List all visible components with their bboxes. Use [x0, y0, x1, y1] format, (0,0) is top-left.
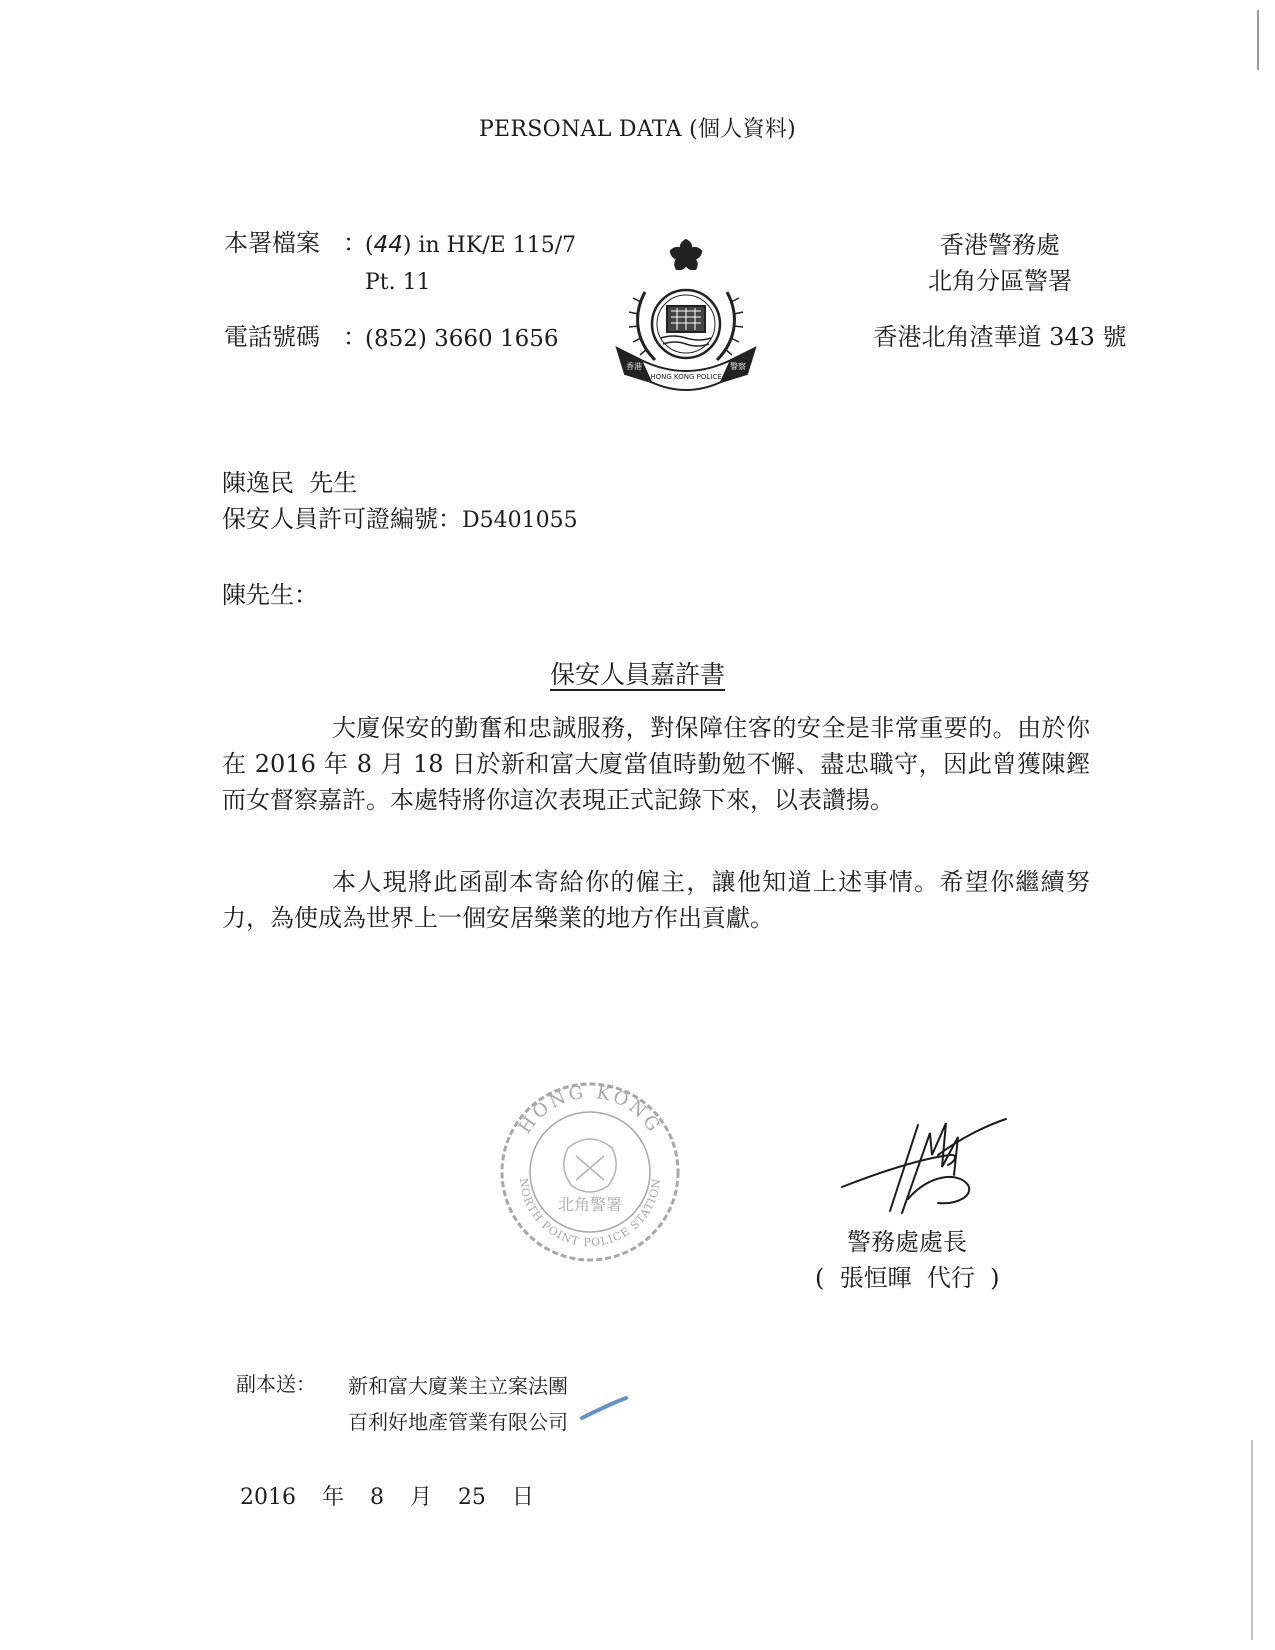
personal-data-header: PERSONAL DATA (個人資料)	[478, 117, 797, 142]
body-paragraph-2: 本人現將此函副本寄給你的僱主，讓他知道上述事情。希望你繼續努力，為使成為世界上一個安居樂業的地方作出貢獻。	[222, 868, 1090, 932]
crest-ribbon-text: HONG KONG POLICE	[650, 373, 722, 381]
office-address: 香港北角渣華道 343 號	[873, 323, 1127, 351]
crest-left-text: 香港	[626, 362, 642, 371]
salutation: 陳先生：	[222, 581, 318, 609]
licence-label: 保安人員許可證編號：	[222, 505, 462, 533]
signatory-name: ( 張恒暉 代行 )	[815, 1264, 1000, 1292]
cc-recipient: 百利好地產管業有限公司	[348, 1410, 568, 1434]
file-ref-part: Pt. 11	[365, 270, 431, 295]
stamp-text-inner: 北角警署	[557, 1195, 623, 1214]
phone-label: 電話號碼	[224, 323, 320, 351]
file-ref-colon: ：	[343, 229, 367, 257]
office-name: 香港警務處	[940, 231, 1060, 259]
stamp-text-bottom: NORTH POINT POLICE STATION	[516, 1177, 664, 1250]
phone-colon: ：	[343, 323, 367, 351]
recipient-name: 陳逸民 先生	[222, 469, 358, 497]
file-ref-handwritten: 44	[373, 232, 403, 258]
file-ref-prefix: (	[365, 233, 374, 258]
letter-date: 2016 年 8 月 25 日	[240, 1485, 534, 1510]
letter-title	[0, 655, 1275, 691]
cc-recipient: 新和富大廈業主立案法團	[348, 1374, 568, 1398]
file-ref-suffix: ) in HK/E 115/7	[402, 233, 577, 258]
police-crest-icon	[611, 232, 761, 392]
file-ref-label: 本署檔案	[224, 229, 320, 257]
recipient-licence	[222, 502, 578, 538]
svg-text:HONG KONG	[515, 1082, 666, 1138]
pen-mark-icon	[580, 1394, 630, 1424]
signatory-title: 警務處處長	[847, 1228, 967, 1256]
crest-right-text: 警察	[730, 362, 746, 371]
licence-number: D5401055	[462, 508, 578, 533]
letter-title-text: 保安人員嘉許書	[549, 660, 725, 689]
stamp-text-top: HONG KONG	[514, 1081, 666, 1138]
scan-edge-mark	[1251, 1440, 1253, 1640]
office-division: 北角分區警署	[928, 267, 1072, 295]
scan-edge-mark	[1257, 10, 1259, 70]
handwritten-signature-icon	[838, 1115, 1008, 1225]
file-ref-value	[365, 230, 576, 261]
body-paragraph-1: 大廈保安的勤奮和忠誠服務，對保障住客的安全是非常重要的。由於你在 2016 年 8 月 18 日於新和富大廈當值時勤勉不懈、盡忠職守，因此曾獲陳鏗而女督察嘉許。本處特將你這次表現正式記錄下來，以表讚揚。	[222, 714, 1090, 814]
phone-value: (852) 3660 1656	[365, 326, 559, 352]
cc-label: 副本送：	[236, 1372, 316, 1396]
station-stamp-icon	[490, 1068, 690, 1268]
